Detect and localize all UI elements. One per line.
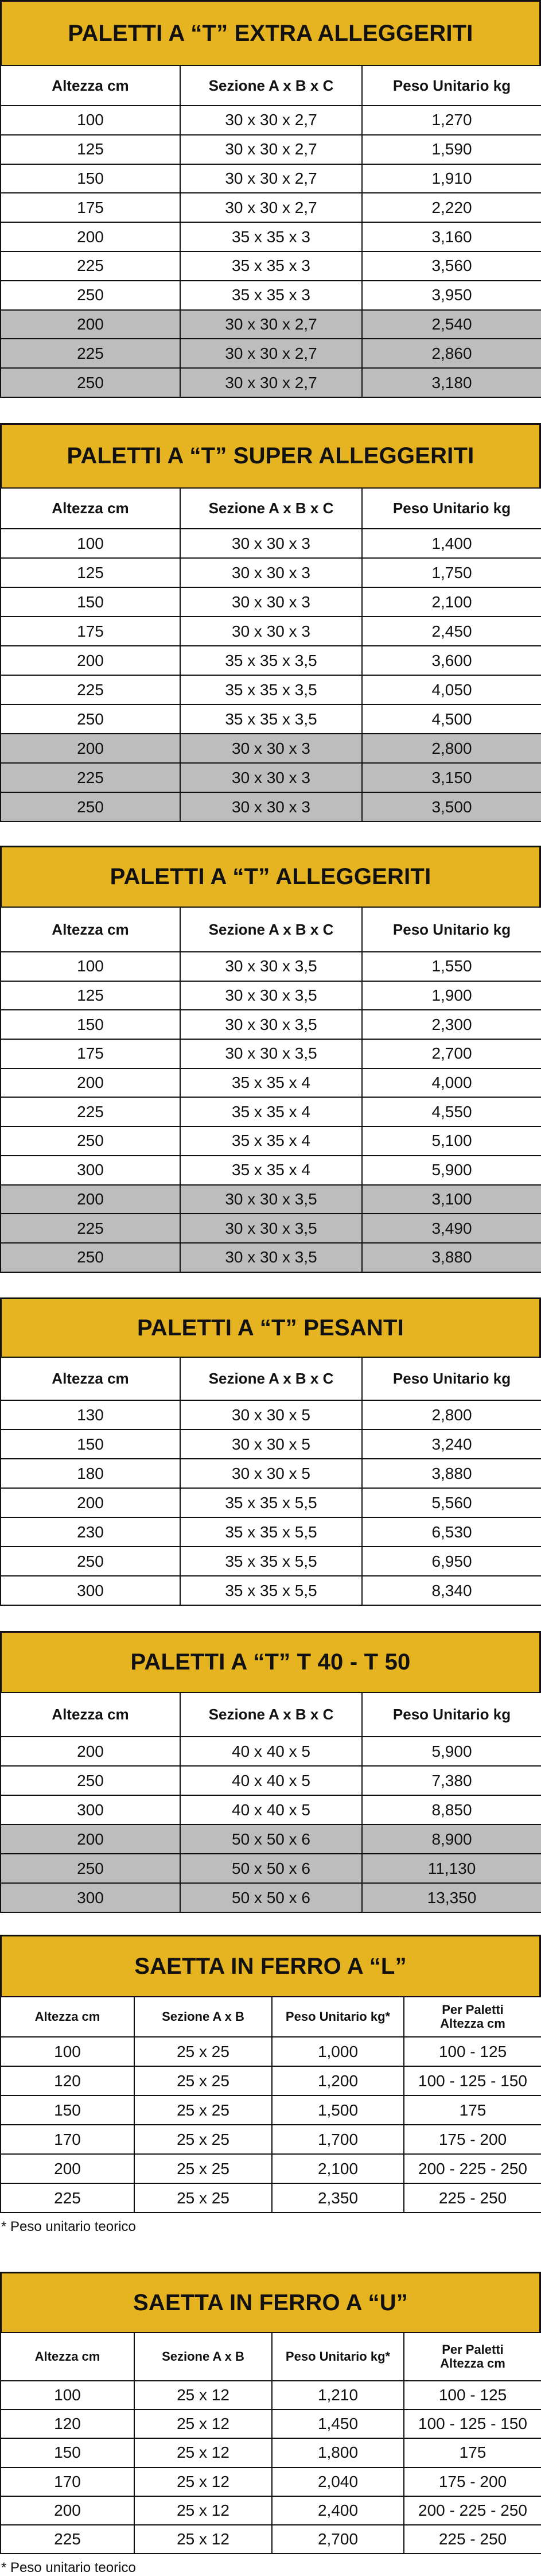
table-row (1, 1185, 541, 1214)
header-row (1, 907, 541, 952)
table-row (1, 2410, 541, 2438)
table-cell: 3,950 (362, 281, 541, 310)
table-row (1, 135, 541, 164)
table-cell: 25 x 12 (134, 2467, 272, 2496)
table-cell: 150 (1, 2438, 134, 2467)
table-row (1, 310, 541, 339)
table-cell: 40 x 40 x 5 (180, 1737, 362, 1766)
table-cell: 175 - 200 (404, 2467, 541, 2496)
table-cell: 8,900 (362, 1824, 541, 1854)
table-row (1, 792, 541, 822)
table-cell: 25 x 25 (134, 2183, 272, 2213)
table-cell: 225 (1, 2525, 134, 2554)
table-cell: 175 (1, 1039, 180, 1068)
table-cell: 200 (1, 310, 180, 339)
column-header: Peso Unitario kg* (272, 1997, 404, 2037)
table-cell: 2,450 (362, 617, 541, 646)
table-cell: 200 (1, 222, 180, 251)
table-cell: 200 (1, 2154, 134, 2183)
table-block-paletti-a-t-t-40-t-50 (0, 1631, 541, 1913)
table-cell: 50 x 50 x 6 (180, 1824, 362, 1854)
table-cell: 4,000 (362, 1068, 541, 1098)
table-cell: 30 x 30 x 5 (180, 1400, 362, 1430)
table-title: SAETTA IN FERRO A “U” (0, 2272, 541, 2332)
table-cell: 25 x 25 (134, 2154, 272, 2183)
column-header-line: Altezza cm (440, 2016, 505, 2031)
table-cell: 125 (1, 135, 180, 164)
table-cell: 2,350 (272, 2183, 404, 2213)
table-cell: 35 x 35 x 5,5 (180, 1547, 362, 1576)
table-cell: 13,350 (362, 1883, 541, 1912)
table-cell: 1,450 (272, 2410, 404, 2438)
table-cell: 175 - 200 (404, 2125, 541, 2154)
table-cell: 30 x 30 x 3,5 (180, 1214, 362, 1243)
table-cell: 2,040 (272, 2467, 404, 2496)
table-row (1, 1795, 541, 1824)
table-row (1, 1517, 541, 1547)
column-header: Sezione A x B x C (180, 1357, 362, 1400)
table-row (1, 164, 541, 193)
column-header (404, 1997, 541, 2037)
table-cell: 50 x 50 x 6 (180, 1854, 362, 1883)
column-header: Peso Unitario kg (362, 488, 541, 529)
table-row (1, 1854, 541, 1883)
data-table (0, 1357, 541, 1606)
column-header: Sezione A x B x C (180, 65, 362, 106)
table-row (1, 251, 541, 281)
table-row (1, 1039, 541, 1068)
table-row (1, 2125, 541, 2154)
header-row (1, 1357, 541, 1400)
table-cell: 30 x 30 x 2,7 (180, 193, 362, 222)
table-row (1, 1010, 541, 1039)
footnote: * Peso unitario teorico (1, 2219, 136, 2234)
header-row (1, 1692, 541, 1737)
table-row (1, 2467, 541, 2496)
header-row (1, 1997, 541, 2037)
table-row (1, 1737, 541, 1766)
table-cell: 2,800 (362, 734, 541, 763)
table-cell: 1,210 (272, 2381, 404, 2410)
table-cell: 35 x 35 x 4 (180, 1126, 362, 1156)
table-cell: 100 - 125 - 150 (404, 2410, 541, 2438)
table-cell: 1,700 (272, 2125, 404, 2154)
table-cell: 30 x 30 x 3,5 (180, 1010, 362, 1039)
table-cell: 1,910 (362, 164, 541, 193)
table-row (1, 1156, 541, 1185)
table-cell: 150 (1, 587, 180, 617)
table-cell: 35 x 35 x 3 (180, 281, 362, 310)
table-cell: 25 x 12 (134, 2410, 272, 2438)
column-header: Altezza cm (1, 65, 180, 106)
table-row (1, 1243, 541, 1272)
table-cell: 250 (1, 1854, 180, 1883)
table-cell: 2,300 (362, 1010, 541, 1039)
table-cell: 25 x 25 (134, 2037, 272, 2066)
table-cell: 50 x 50 x 6 (180, 1883, 362, 1912)
footnote: * Peso unitario teorico (1, 2560, 136, 2576)
table-cell: 100 - 125 (404, 2037, 541, 2066)
table-cell: 225 - 250 (404, 2183, 541, 2213)
table-cell: 200 (1, 1068, 180, 1098)
table-cell: 35 x 35 x 3,5 (180, 646, 362, 675)
table-title: PALETTI A “T” ALLEGGERITI (0, 846, 541, 907)
table-cell: 150 (1, 164, 180, 193)
column-header: Sezione A x B (134, 1997, 272, 2037)
table-cell: 170 (1, 2125, 134, 2154)
table-cell: 200 (1, 2496, 134, 2525)
column-header (404, 2333, 541, 2381)
table-cell: 1,400 (362, 529, 541, 558)
table-cell: 250 (1, 1126, 180, 1156)
table-cell: 2,700 (362, 1039, 541, 1068)
table-cell: 130 (1, 1400, 180, 1430)
table-row (1, 952, 541, 981)
table-title: PALETTI A “T” PESANTI (0, 1297, 541, 1357)
table-cell: 4,050 (362, 675, 541, 704)
table-cell: 30 x 30 x 2,7 (180, 339, 362, 368)
table-cell: 2,700 (272, 2525, 404, 2554)
table-cell: 30 x 30 x 2,7 (180, 310, 362, 339)
table-cell: 35 x 35 x 5,5 (180, 1488, 362, 1517)
table-cell: 125 (1, 558, 180, 587)
table-cell: 200 (1, 1185, 180, 1214)
table-cell: 35 x 35 x 3,5 (180, 675, 362, 704)
table-cell: 1,270 (362, 106, 541, 135)
table-row (1, 2154, 541, 2183)
table-cell: 100 - 125 (404, 2381, 541, 2410)
table-cell: 3,180 (362, 368, 541, 397)
table-cell: 1,590 (362, 135, 541, 164)
table-cell: 300 (1, 1576, 180, 1605)
table-cell: 230 (1, 1517, 180, 1547)
table-cell: 100 (1, 952, 180, 981)
table-cell: 3,880 (362, 1459, 541, 1488)
table-cell: 30 x 30 x 5 (180, 1430, 362, 1459)
table-cell: 250 (1, 281, 180, 310)
table-cell: 1,200 (272, 2066, 404, 2095)
table-cell: 30 x 30 x 3 (180, 617, 362, 646)
column-header: Altezza cm (1, 1997, 134, 2037)
data-table (0, 2332, 541, 2554)
table-cell: 3,240 (362, 1430, 541, 1459)
table-cell: 225 (1, 763, 180, 792)
table-cell: 3,880 (362, 1243, 541, 1272)
table-cell: 170 (1, 2467, 134, 2496)
table-cell: 30 x 30 x 2,7 (180, 106, 362, 135)
table-row (1, 2438, 541, 2467)
table-cell: 25 x 25 (134, 2066, 272, 2095)
table-cell: 30 x 30 x 2,7 (180, 135, 362, 164)
table-cell: 300 (1, 1156, 180, 1185)
table-title: SAETTA IN FERRO A “L” (0, 1935, 541, 1996)
table-cell: 25 x 12 (134, 2525, 272, 2554)
table-cell: 200 (1, 1737, 180, 1766)
table-cell: 30 x 30 x 3,5 (180, 952, 362, 981)
table-row (1, 529, 541, 558)
table-cell: 100 (1, 529, 180, 558)
table-cell: 300 (1, 1795, 180, 1824)
table-cell: 200 (1, 1488, 180, 1517)
table-cell: 100 (1, 106, 180, 135)
table-cell: 35 x 35 x 3 (180, 251, 362, 281)
table-cell: 35 x 35 x 5,5 (180, 1517, 362, 1547)
table-row (1, 1459, 541, 1488)
table-cell: 2,540 (362, 310, 541, 339)
table-cell: 180 (1, 1459, 180, 1488)
data-table (0, 1692, 541, 1913)
table-cell: 2,860 (362, 339, 541, 368)
table-cell: 300 (1, 1883, 180, 1912)
table-row (1, 339, 541, 368)
table-block-paletti-a-t-pesanti (0, 1297, 541, 1606)
column-header: Sezione A x B x C (180, 488, 362, 529)
table-row (1, 587, 541, 617)
table-row (1, 704, 541, 734)
table-cell: 200 (1, 1824, 180, 1854)
table-block-saetta-in-ferro-a-l (0, 1935, 541, 2235)
table-block-paletti-a-t-alleggeriti (0, 846, 541, 1273)
column-header-line: Per Paletti (442, 2002, 504, 2017)
table-cell: 250 (1, 792, 180, 822)
table-cell: 30 x 30 x 3 (180, 558, 362, 587)
table-cell: 3,150 (362, 763, 541, 792)
table-cell: 125 (1, 981, 180, 1010)
data-table (0, 487, 541, 822)
table-cell: 3,490 (362, 1214, 541, 1243)
table-cell: 5,900 (362, 1737, 541, 1766)
table-cell: 225 (1, 675, 180, 704)
header-row (1, 488, 541, 529)
table-cell: 35 x 35 x 5,5 (180, 1576, 362, 1605)
table-row (1, 2496, 541, 2525)
table-cell: 120 (1, 2066, 134, 2095)
column-header: Peso Unitario kg (362, 1692, 541, 1737)
table-cell: 25 x 25 (134, 2125, 272, 2154)
table-row (1, 981, 541, 1010)
table-cell: 1,800 (272, 2438, 404, 2467)
table-cell: 150 (1, 2095, 134, 2125)
table-row (1, 281, 541, 310)
table-cell: 225 (1, 339, 180, 368)
column-header: Sezione A x B x C (180, 1692, 362, 1737)
table-cell: 120 (1, 2410, 134, 2438)
table-row (1, 2066, 541, 2095)
table-cell: 30 x 30 x 3,5 (180, 981, 362, 1010)
table-cell: 40 x 40 x 5 (180, 1795, 362, 1824)
column-header: Altezza cm (1, 1692, 180, 1737)
table-cell: 5,560 (362, 1488, 541, 1517)
column-header: Sezione A x B x C (180, 907, 362, 952)
table-cell: 250 (1, 1243, 180, 1272)
table-cell: 30 x 30 x 3 (180, 792, 362, 822)
table-cell: 30 x 30 x 2,7 (180, 368, 362, 397)
table-cell: 1,550 (362, 952, 541, 981)
table-cell: 6,530 (362, 1517, 541, 1547)
table-title: PALETTI A “T” EXTRA ALLEGGERITI (0, 0, 541, 65)
table-title: PALETTI A “T” T 40 - T 50 (0, 1631, 541, 1692)
table-cell: 175 (404, 2095, 541, 2125)
column-header: Peso Unitario kg (362, 65, 541, 106)
table-cell: 225 (1, 251, 180, 281)
table-cell: 25 x 25 (134, 2095, 272, 2125)
table-cell: 100 - 125 - 150 (404, 2066, 541, 2095)
column-header: Peso Unitario kg (362, 907, 541, 952)
table-cell: 175 (1, 617, 180, 646)
header-row (1, 2333, 541, 2381)
table-row (1, 2183, 541, 2213)
table-block-saetta-in-ferro-a-u (0, 2272, 541, 2576)
table-row (1, 617, 541, 646)
table-cell: 35 x 35 x 3,5 (180, 704, 362, 734)
column-header: Peso Unitario kg* (272, 2333, 404, 2381)
table-cell: 30 x 30 x 3 (180, 529, 362, 558)
table-cell: 35 x 35 x 4 (180, 1068, 362, 1098)
table-row (1, 2037, 541, 2066)
table-cell: 30 x 30 x 3,5 (180, 1243, 362, 1272)
table-cell: 250 (1, 1547, 180, 1576)
table-cell: 2,400 (272, 2496, 404, 2525)
table-cell: 30 x 30 x 3,5 (180, 1185, 362, 1214)
table-row (1, 675, 541, 704)
table-cell: 25 x 12 (134, 2438, 272, 2467)
table-cell: 35 x 35 x 4 (180, 1097, 362, 1126)
table-cell: 225 (1, 1214, 180, 1243)
table-cell: 3,100 (362, 1185, 541, 1214)
column-header-line: Per Paletti (442, 2342, 504, 2357)
table-cell: 5,900 (362, 1156, 541, 1185)
table-row (1, 734, 541, 763)
table-cell: 11,130 (362, 1854, 541, 1883)
table-cell: 175 (404, 2438, 541, 2467)
table-cell: 250 (1, 704, 180, 734)
table-cell: 30 x 30 x 2,7 (180, 164, 362, 193)
table-cell: 30 x 30 x 3 (180, 763, 362, 792)
table-row (1, 222, 541, 251)
table-cell: 35 x 35 x 3 (180, 222, 362, 251)
table-row (1, 1430, 541, 1459)
table-cell: 4,550 (362, 1097, 541, 1126)
table-cell: 200 (1, 734, 180, 763)
column-header: Altezza cm (1, 488, 180, 529)
table-row (1, 1214, 541, 1243)
table-cell: 30 x 30 x 3 (180, 587, 362, 617)
table-title: PALETTI A “T” SUPER ALLEGGERITI (0, 423, 541, 487)
table-row (1, 1576, 541, 1605)
table-cell: 2,100 (272, 2154, 404, 2183)
table-cell: 6,950 (362, 1547, 541, 1576)
table-row (1, 106, 541, 135)
column-header: Altezza cm (1, 2333, 134, 2381)
table-cell: 2,220 (362, 193, 541, 222)
table-cell: 3,560 (362, 251, 541, 281)
table-cell: 250 (1, 368, 180, 397)
table-row (1, 1883, 541, 1912)
table-cell: 3,160 (362, 222, 541, 251)
data-table (0, 1996, 541, 2213)
table-cell: 1,000 (272, 2037, 404, 2066)
table-cell: 3,500 (362, 792, 541, 822)
table-cell: 35 x 35 x 4 (180, 1156, 362, 1185)
table-cell: 100 (1, 2381, 134, 2410)
table-row (1, 646, 541, 675)
table-cell: 8,340 (362, 1576, 541, 1605)
table-cell: 2,100 (362, 587, 541, 617)
table-cell: 25 x 12 (134, 2381, 272, 2410)
column-header: Altezza cm (1, 907, 180, 952)
table-cell: 2,800 (362, 1400, 541, 1430)
table-cell: 175 (1, 193, 180, 222)
table-cell: 40 x 40 x 5 (180, 1766, 362, 1795)
table-row (1, 1400, 541, 1430)
table-cell: 150 (1, 1430, 180, 1459)
table-cell: 200 (1, 646, 180, 675)
table-row (1, 763, 541, 792)
table-row (1, 368, 541, 397)
table-cell: 225 (1, 1097, 180, 1126)
data-table (0, 907, 541, 1273)
table-row (1, 1547, 541, 1576)
table-cell: 100 (1, 2037, 134, 2066)
table-cell: 225 - 250 (404, 2525, 541, 2554)
table-cell: 8,850 (362, 1795, 541, 1824)
table-row (1, 1097, 541, 1126)
column-header: Sezione A x B (134, 2333, 272, 2381)
table-cell: 250 (1, 1766, 180, 1795)
table-cell: 25 x 12 (134, 2496, 272, 2525)
column-header-line: Altezza cm (440, 2356, 505, 2370)
table-cell: 1,500 (272, 2095, 404, 2125)
table-block-paletti-a-t-extra-alleggeriti (0, 0, 541, 398)
table-cell: 30 x 30 x 3,5 (180, 1039, 362, 1068)
table-row (1, 2381, 541, 2410)
table-cell: 30 x 30 x 5 (180, 1459, 362, 1488)
table-cell: 200 - 225 - 250 (404, 2154, 541, 2183)
table-row (1, 1126, 541, 1156)
table-row (1, 2525, 541, 2554)
table-block-paletti-a-t-super-alleggeriti (0, 423, 541, 822)
table-row (1, 193, 541, 222)
table-cell: 225 (1, 2183, 134, 2213)
table-row (1, 1824, 541, 1854)
table-row (1, 2095, 541, 2125)
data-table (0, 65, 541, 398)
table-row (1, 558, 541, 587)
table-row (1, 1488, 541, 1517)
header-row (1, 65, 541, 106)
table-row (1, 1766, 541, 1795)
table-cell: 5,100 (362, 1126, 541, 1156)
table-cell: 30 x 30 x 3 (180, 734, 362, 763)
table-cell: 7,380 (362, 1766, 541, 1795)
table-cell: 3,600 (362, 646, 541, 675)
table-cell: 1,750 (362, 558, 541, 587)
table-cell: 150 (1, 1010, 180, 1039)
table-cell: 200 - 225 - 250 (404, 2496, 541, 2525)
column-header: Peso Unitario kg (362, 1357, 541, 1400)
table-cell: 1,900 (362, 981, 541, 1010)
table-row (1, 1068, 541, 1098)
column-header: Altezza cm (1, 1357, 180, 1400)
table-cell: 4,500 (362, 704, 541, 734)
